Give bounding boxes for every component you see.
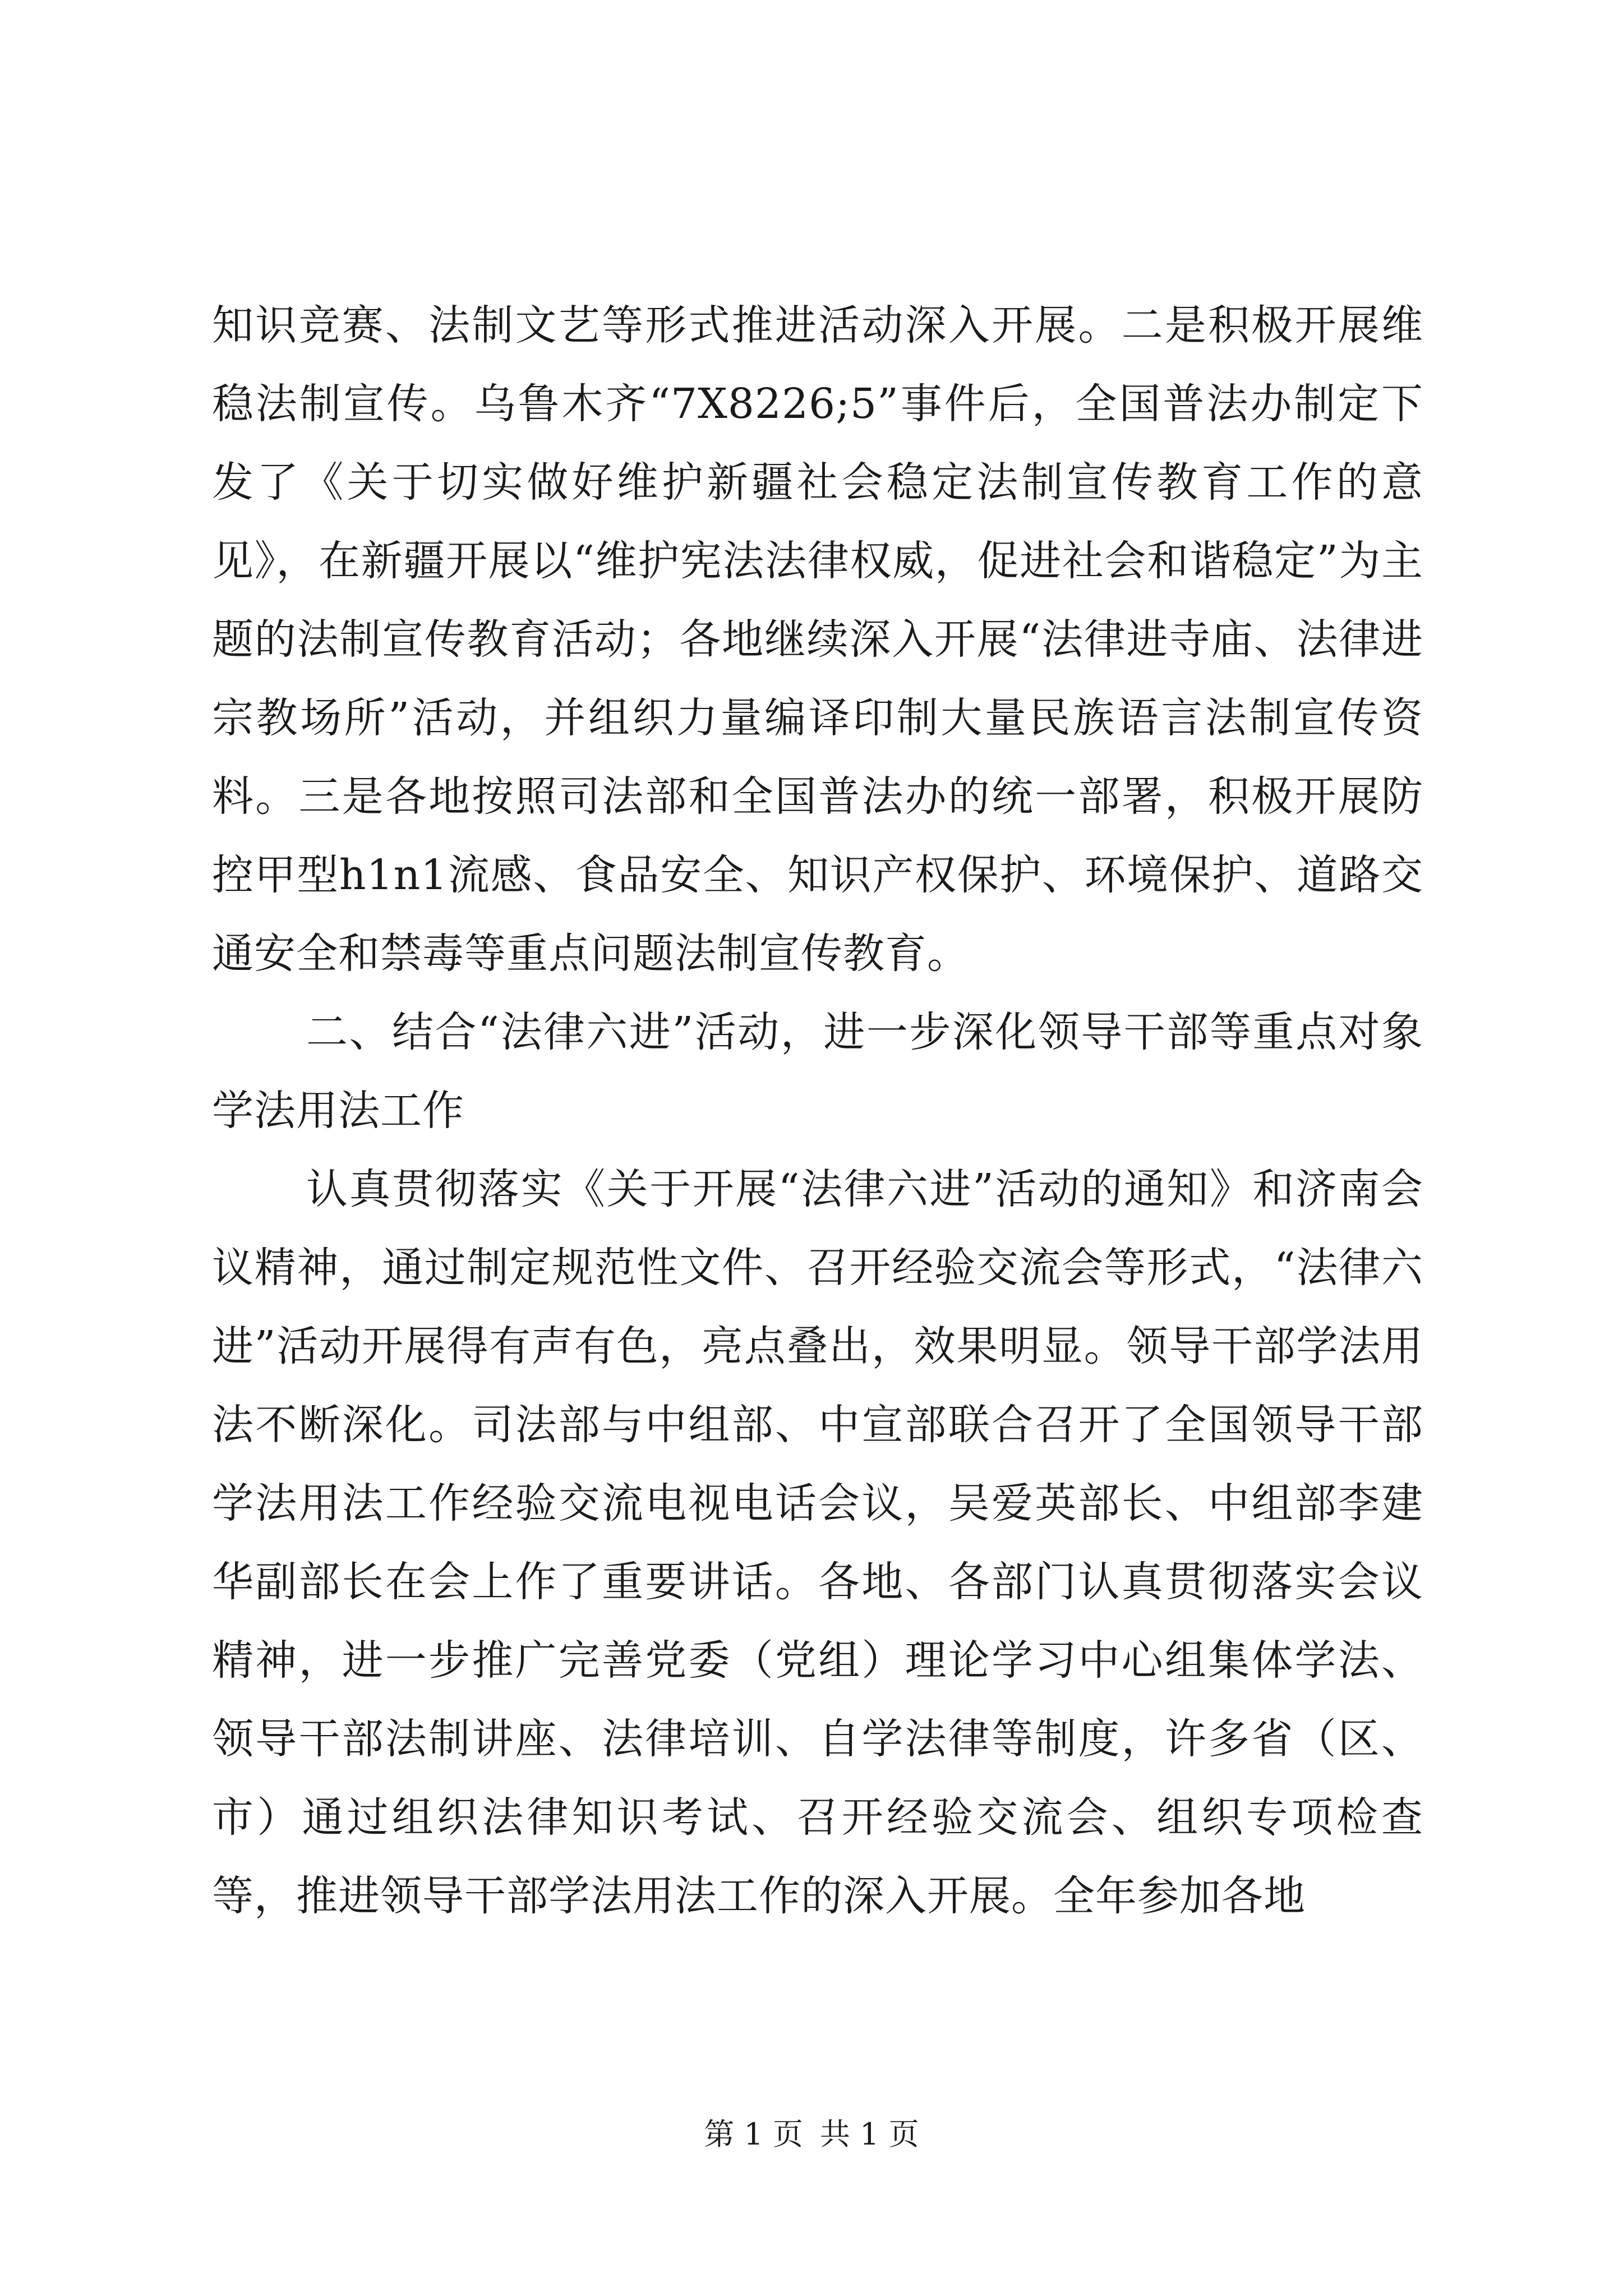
page-total: 共 1 页 bbox=[820, 2116, 919, 2152]
paragraph-continuation: 知识竞赛、法制文艺等形式推进活动深入开展。二是积极开展维稳法制宣传。乌鲁木齐“7X8226;5”事件后，全国普法办制定下发了《关于切实做好维护新疆社会稳定法制宣传教育工作的意见》，在新疆开展以“维护宪法法律权威，促进社会和谐稳定”为主题的法制宣传教育活动；各地继续深入开展“法律进寺庙、法律进宗教场所”活动，并组织力量编译印制大量民族语言法制宣传资料。三是各地按照司法部和全国普法办的统一部署，积极开展防控甲型h1n1流感、食品安全、知识产权保护、环境保护、道路交通安全和禁毒等重点问题法制宣传教育。 bbox=[212, 301, 1423, 978]
section-heading: 二、结合“法律六进”活动，进一步深化领导干部等重点对象学法用法工作 bbox=[212, 1008, 1423, 1135]
page-number: 第 1 页 bbox=[704, 2116, 803, 2152]
page-footer bbox=[0, 2115, 1623, 2154]
document-body bbox=[212, 286, 1423, 1935]
paragraph-body: 认真贯彻落实《关于开展“法律六进”活动的通知》和济南会议精神，通过制定规范性文件、召开经验交流会等形式，“法律六进”活动开展得有声有色，亮点叠出，效果明显。领导干部学法用法不断深化。司法部与中组部、中宣部联合召开了全国领导干部学法用法工作经验交流电视电话会议，吴爱英部长、中组部李建华副部长在会上作了重要讲话。各地、各部门认真贯彻落实会议精神，进一步推广完善党委（党组）理论学习中心组集体学法、领导干部法制讲座、法律培训、自学法律等制度，许多省（区、市）通过组织法律知识考试、召开经验交流会、组织专项检查等，推进领导干部学法用法工作的深入开展。全年参加各地 bbox=[212, 1165, 1423, 1920]
